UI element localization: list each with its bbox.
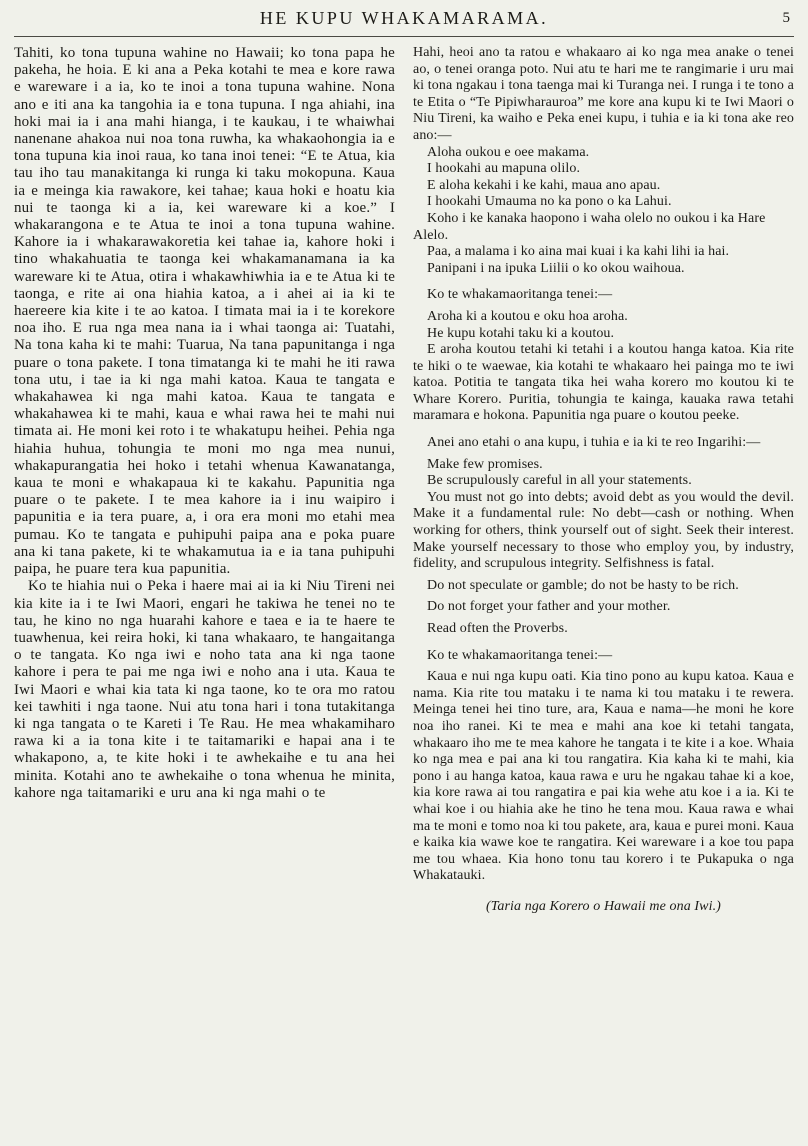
text-paragraph: Aroha ki a koutou e oku hoa aroha. bbox=[427, 308, 628, 324]
text-paragraph: Ko te hiahia nui o Peka i haere mai ai ia ki Niu Tireni nei kia kite ia i te Iwi Maori, engari he takiwa he tenei no te tau, he kino no nga huarahi kahore e taea e ia te haere te tuawhenua, kei reira hoki, ki tana whakaaro, te hangaitanga o te tangata. Ko nga iwi e noho tata ana ki nga taone kahore i pera te pai me nga iwi e noho ana i uta. Kaua te Iwi Maori e whai kia tata ki nga taone, ko te ora mo ratou kei tawhiti i nga taone. Nui atu tona hari i tona tutakitanga ki nga tangata o te Kareti i Te Rau. He mea whakamiharo rawa ki a ia tona kite i te taitamariki e hapai ana i te whakapono, a, te kite hoki i te awhekaihe e tu ana hei minita. Kotahi ano te awhekaihe o tona whenua he minita, kahore nga taitamariki e uru ana ki nga mahi o te bbox=[14, 578, 395, 801]
text-paragraph: You must not go into debts; avoid debt as you would the devil. Make it a fundamental rule: No debt—cash or nothing. When working for others, think yourself out of sight. Seek their interest. Make yourself necessary to those who employ you, by industry, fidelity, and scrupulous integrity. Selfishness is fatal. bbox=[413, 489, 794, 572]
text-paragraph: Do not speculate or gamble; do not be hasty to be rich. bbox=[427, 577, 739, 593]
text-paragraph: E aroha koutou tetahi ki tetahi i a koutou hanga katoa. Kia rite te hiki o te waewae, kia kotahi te whakaaro hei painga mo te iwi katoa. Potitia te tangata tika hei waha korero mo koutou ki te Whare Korero. Puritia, tohungia te kainga, kauaka rawa tetahi maramara e hokona. Papunitia nga puare o koutou peeke. bbox=[413, 342, 794, 424]
continuation-note: (Taria nga Korero o Hawaii me ona Iwi.) bbox=[486, 898, 721, 914]
text-paragraph: Make few promises. bbox=[427, 456, 543, 472]
page-number: 5 bbox=[782, 10, 790, 26]
left-column bbox=[14, 45, 395, 802]
text-paragraph: Be scrupulously careful in all your statements. bbox=[427, 473, 692, 489]
text-paragraph: Do not forget your father and your mother. bbox=[427, 599, 671, 615]
section-heading: Ko te whakamaoritanga tenei:— bbox=[427, 287, 613, 303]
text-paragraph: Kaua e nui nga kupu oati. Kia tino pono au kupu katoa. Kaua e nama. Kia rite tou mataku i te nama ki tou mataku i te rewera. Meinga tenei hei tino ture, ara, Kaua e nama—he moni he kore noa iho ranei. Ki te mea e mahi ana koe ki tetahi tangata, whakaaro iho me te mea kahore he tangata i te kite i a koe. Whaia ko nga mea e pai ana ki tou rangatira. Kia kaha ki te mahi, kia pono i au hanga katoa, kaua rawa e uru he ngakau tahae ki a koe, kia kore rawa ai tou rangatira e pai kia wehe atu koe i a ia. Ki te whai koe i ou hiahia ake he tino he tena mou. Kaua rawa e whai ma te moni e tomo noa ki tou pakete, ara, kaua e purei moni. Kaua e kaika kia wawe koe te rangatira. Kei wareware i a koe tou papa me tou whaea. Kia hono tonu tau korero i te Pukapuka o nga Whakatauki. bbox=[413, 669, 794, 884]
text-columns bbox=[14, 45, 794, 916]
text-paragraph: Paa, a malama i ko aina mai kuai i ka kahi lihi ia hai. bbox=[427, 244, 730, 260]
text-paragraph: Read often the Proverbs. bbox=[427, 621, 568, 636]
page-title: HE KUPU WHAKAMARAMA. bbox=[259, 8, 549, 28]
section-heading: Anei ano etahi o ana kupu, i tuhia e ia ki te reo Ingarihi:— bbox=[427, 435, 761, 451]
text-paragraph: Panipani i na ipuka Liilii o ko okou waihoua. bbox=[427, 260, 685, 276]
right-column bbox=[413, 45, 794, 916]
section-heading: Ko te whakamaoritanga tenei:— bbox=[427, 647, 613, 663]
text-paragraph: Aloha oukou e oee makama. bbox=[427, 144, 590, 160]
text-paragraph: Koho i ke kanaka haopono i waha olelo no oukou i ka Hare Alelo. bbox=[413, 210, 766, 243]
text-paragraph: Hahi, heoi ano ta ratou e whakaaro ai ko nga mea anake o tenei ao, o tenei oranga poto. Nui atu te hari me te rangimarie i uru mai ki tona ngakau i tona taenga mai ki Turanga nei. I runga i te tono a te Etita o “Te Pipiwharauroa” me kore ana kupu ki te Iwi Maori o Niu Tireni, ka waiho e Peka enei kupu, i tuhia e ia ki tona ake reo ano:— bbox=[413, 45, 794, 143]
text-paragraph: I hookahi au mapuna olilo. bbox=[427, 161, 581, 177]
text-paragraph: He kupu kotahi taku ki a koutou. bbox=[427, 325, 615, 341]
text-paragraph: Tahiti, ko tona tupuna wahine no Hawaii; ko tona papa he pakeha, he hoia. E ki ana a Peka kotahi te mea e kore rawa e wareware i a ia, ko te inoi a tona tupuna wahine. Nona ano e iti ana ka tangohia ia e tona tupuna. I nga ahiahi, ina hoki mai ia i ana mahi hianga, i te kaukau, i te whaiwhai nanenane ahakoa nui noa tona ruwha, ka whakaohongia ia e tona tupuna kia inoi raua, ko tana inoi tenei: “E te Atua, kia tau iho tau manakitanga ki runga ki taku mokopuna. Kaua ia e meinga kia rawakore, kei tahae; kaua hoki e hoatu kia nui te taonga ki a ia, kei wareware ki a koe.” I whakarangona e te Atua te inoi a tona tupuna wahine. Kahore ia i whakarawakoretia kei tahae ia, kahore hoki i tino whakahuatia te taonga kei whakamanamana ia ka wareware ki te Atua, otira i whakawhiwhia ia e te Atua ki te taonga, e rite ai ona hiahia katoa, a i ahei ai ia ki te haereere kia kite i te ao katoa. I timata mai ia i te korekore noa iho. E rua nga mea nana ia i whai taonga ai: Tuatahi, Na tona kaha ki te mahi: Tuarua, Na tana papunitanga i nga puare o tona pakete. I tona timatanga ki te mahi he iti rawa tona utu, i tae ia ki nga mahi katoa. Kaua te tangata e whakahawea ki nga mahi katoa. Kaua te tangata e whakahawea ki te mahi, kaua e whai rawa hei te mahi nui timata ai. He moni kei roto i te whakatupu heihei. Pehia nga hiahia huhua, tohungia te moni mo nga mea nunui, whakapurangatia hei hoko i tetahi whenua Kawanatanga, kaua te moni e whakapaua ki te kakahu. Papunitia nga puare o te pakete. I te mea kahore ia i inu waipiro i papunitia e ia tera puare, a, i ora era moni mo etahi mea pumau. Ko te tangata e puhipuhi paipa ana e poka puare ana ki tana pakete, ki te whakamutua ia e ia tana puhipuhi paipa, he puare tera kua papunitia. bbox=[14, 45, 395, 578]
text-paragraph: I hookahi Umauma no ka pono o ka Lahui. bbox=[427, 194, 672, 210]
text-paragraph: E aloha kekahi i ke kahi, maua ano apau. bbox=[427, 177, 661, 193]
masthead bbox=[14, 6, 794, 37]
